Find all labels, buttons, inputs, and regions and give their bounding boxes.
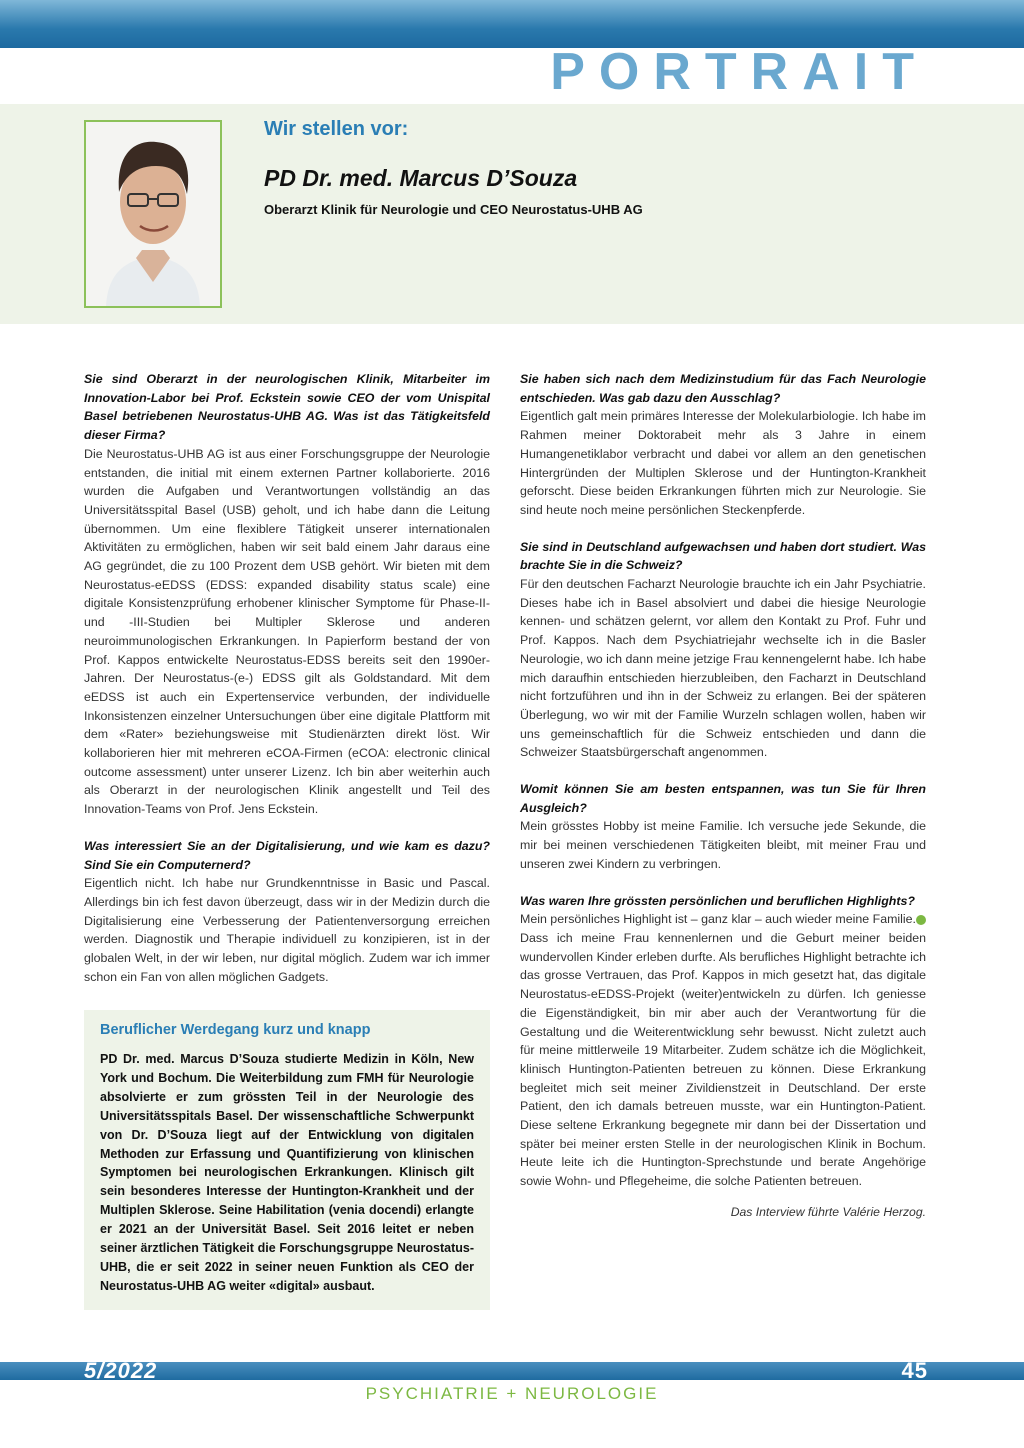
interview-answer: Die Neurostatus-UHB AG ist aus einer Forschungsgruppe der Neurologie entstanden, die initial mit einem externen Partner kollaborierte. 2016 wurden die Aufgaben und Verantwortungen vollständig an das Universitätsspital Basel (USB) geholt, und ich habe dann die Leitung übernommen. Um eine flexiblere Tätigkeit unserer internationalen Aktivitäten zu ermöglichen, haben wir seit bald einem Jahr daraus eine AG gegründet, die zu 100 Prozent dem USB gehört. Wir bieten mit dem Neurostatus-eEDSS (EDSS: expanded disability status scale) eine digitale Konsistenzprüfung erhobener klinischer Symptome für Phase-II- und -III-Studien bei Multipler Sklerose und anderen neuroimmunologischen Erkrankungen. In Papierform bestand der von Prof. Kappos entwickelte Neurostatus-EDSS bereits seit den 1990er-Jahren. Der Neurostatus-(e-) EDSS gilt als Goldstandard. Mit dem eEDSS ist auch ein Expertenservice verbunden, der individuelle Inkonsistenzen einzelner Untersuchungen über eine digitale Plattform mit dem «Rater» beziehungsweise mit Studienärzten direkt löst. Wir kollaborieren hier mit mehreren eCOA-Firmen (eCOA: electronic clinical outcome assessment) unter unserer Lizenz. Ich bin aber weiterhin auch als Oberarzt in der neurologischen Klinik angestellt und Teil des Innovation-Teams von Prof. Jens Eckstein.: [84, 446, 490, 817]
left-column: [84, 370, 490, 1005]
interview-question: Was interessiert Sie an der Digitalisierung, und wie kam es dazu? Sind Sie ein Computernerd?: [84, 838, 490, 872]
career-box-text: PD Dr. med. Marcus D’Souza studierte Medizin in Köln, New York und Bochum. Die Weiterbildung zum FMH für Neurologie absolvierte er zum grössten Teil in der Neurologie des Universitätsspitals Basel. Der wissenschaftliche Schwerpunkt von Dr. D’Souza liegt auf der Entwicklung von digitalen Methoden zur Erfassung und Quantifizierung von klinischen Symptomen bei neurologischen Erkrankungen. Klinisch gilt sein besonderes Interesse der Huntington-Krankheit und der Multiplen Sklerose. Seine Habilitation (venia docendi) erlangte er 2021 an der Universität Basel. Seit 2016 leitet er neben seiner ärztlichen Tätigkeit die Forschungsgruppe Neurostatus-UHB, die er seit 2022 in seiner neuen Funktion als CEO der Neurostatus-UHB AG weiter «digital» ausbaut.: [100, 1052, 474, 1293]
person-subtitle: Oberarzt Klinik für Neurologie und CEO Neurostatus-UHB AG: [264, 202, 643, 217]
portrait-photo: [84, 120, 222, 308]
interview-question: Was waren Ihre grössten persönlichen und beruflichen Highlights?: [520, 893, 915, 908]
interview-answer: Eigentlich galt mein primäres Interesse der Molekularbiologie. Ich habe im Rahmen meiner Doktorabeit mehr als 3 Jahre in einem Humangenetiklabor verbracht und dabei vor allem an den genetischen Hintergründen der Multiplen Sklerose und der Huntington-Krankheit geforscht. Diese beiden Erkrankungen führten mich zur Neurologie. Sie sind heute noch meine persönlichen Steckenpferde.: [520, 409, 926, 517]
interview-credit: Das Interview führte Valérie Herzog.: [730, 1204, 926, 1219]
right-column: [520, 370, 926, 1222]
end-mark-icon: [916, 915, 926, 925]
intro-heading: Wir stellen vor:: [264, 118, 409, 140]
career-box-title: Beruflicher Werdegang kurz und knapp: [100, 1022, 371, 1038]
issue-number: 5/2022: [84, 1358, 158, 1383]
interview-answer: Für den deutschen Facharzt Neurologie brauchte ich ein Jahr Psychiatrie. Dieses habe ich in Basel absolviert und dabei die hiesige Neurologie kennen- und schätzen gelernt, vor allem den Kontakt zu Prof. Fuhr und Prof. Kappos. Nach dem Psychiatriejahr wechselte ich in die Basler Neurologie, wo ich dann meine jetzige Frau kennengelernt habe. Ich habe mich daraufhin entschieden hierzubleiben, den Facharzt in Deutschland nicht fortzuführen und ihn in der Schweiz zu erlangen. Bei der späteren Überlegung, wo wir mit der Familie Wurzeln schlagen wollen, haben wir uns gemeinschaftlich für die Schweiz entschieden und dann die Schweizer Staatsbürgerschaft angenommen.: [520, 577, 926, 760]
page-number: 45: [901, 1358, 928, 1383]
journal-name: PSYCHIATRIE + NEUROLOGIE: [365, 1384, 659, 1403]
interview-answer: Eigentlich nicht. Ich habe nur Grundkenntnisse in Basic und Pascal. Allerdings bin ich fest davon überzeugt, dass wir in der Medizin durch die Digitalisierung eine Verbesserung der Patientenversorgung erreichen werden. Diagnostik und Therapie individuell zu konzipieren, ist in der globalen Welt, in der wir leben, nur digital möglich. Zudem war ich immer schon ein Fan von allen möglichen Gadgets.: [84, 876, 490, 984]
interview-answer: [520, 910, 926, 1191]
person-name: PD Dr. med. Marcus D’Souza: [264, 165, 578, 191]
interview-question: Sie sind in Deutschland aufgewachsen und haben dort studiert. Was brachte Sie in die Schweiz?: [520, 539, 926, 573]
career-box: [84, 1010, 490, 1310]
section-label: PORTRAIT: [550, 43, 928, 101]
interview-question: Sie haben sich nach dem Medizinstudium für das Fach Neurologie entschieden. Was gab dazu den Ausschlag?: [520, 372, 926, 405]
interview-answer: Mein grösstes Hobby ist meine Familie. Ich versuche jede Sekunde, die mir bei meinen verschiedenen Tätigkeiten bleibt, mit meiner Frau und unseren zwei Kindern zu verbringen.: [520, 819, 926, 871]
interview-question: Sie sind Oberarzt in der neurologischen Klinik, Mitarbeiter im Innovation-Labor bei Prof. Eckstein sowie CEO der vom Unispital Basel betriebenen Neurostatus-UHB AG. Was ist das Tätigkeitsfeld dieser Firma?: [84, 372, 490, 443]
interview-answer-text: Mein persönliches Highlight ist – ganz klar – auch wieder meine Familie. Dass ich meine Frau kennenlernen und die Geburt meiner beiden wundervollen Kinder erleben durfte. Als berufliches Highlight betrachte ich das grosse Vertrauen, das Prof. Kappos in mich gesetzt hat, das digitale Neurostatus-eEDSS-Projekt (weiter)entwickeln zu dürfen. Ich geniesse die Eigenständigkeit, bin mir aber auch der Verantwortung für die Gestaltung und die Weiterentwicklung sehr bewusst. Nicht zuletzt auch für meine mittlerweile 19 Mitarbeiter. Zudem schätze ich die Möglichkeit, klinisch Huntington-Patienten betreuen zu können. Diese Erkrankung begleitet mich seit meiner Zivildienstzeit in Deutschland. Der erste Patient, den ich damals betreuen musste, war ein Huntington-Patient. Diese seltene Erkrankung begegnete mir dann bei der Dissertation und später bei meiner ersten Stelle in der neurologischen Klinik in Bochum. Heute leite ich die Huntington-Sprechstunde und berate Angehörige sowie Wohn- und Pflegeheime, die solche Patienten betreuen.: [520, 912, 926, 1189]
top-bar: [0, 0, 1024, 48]
interview-question: Womit können Sie am besten entspannen, was tun Sie für Ihren Ausgleich?: [520, 782, 926, 815]
